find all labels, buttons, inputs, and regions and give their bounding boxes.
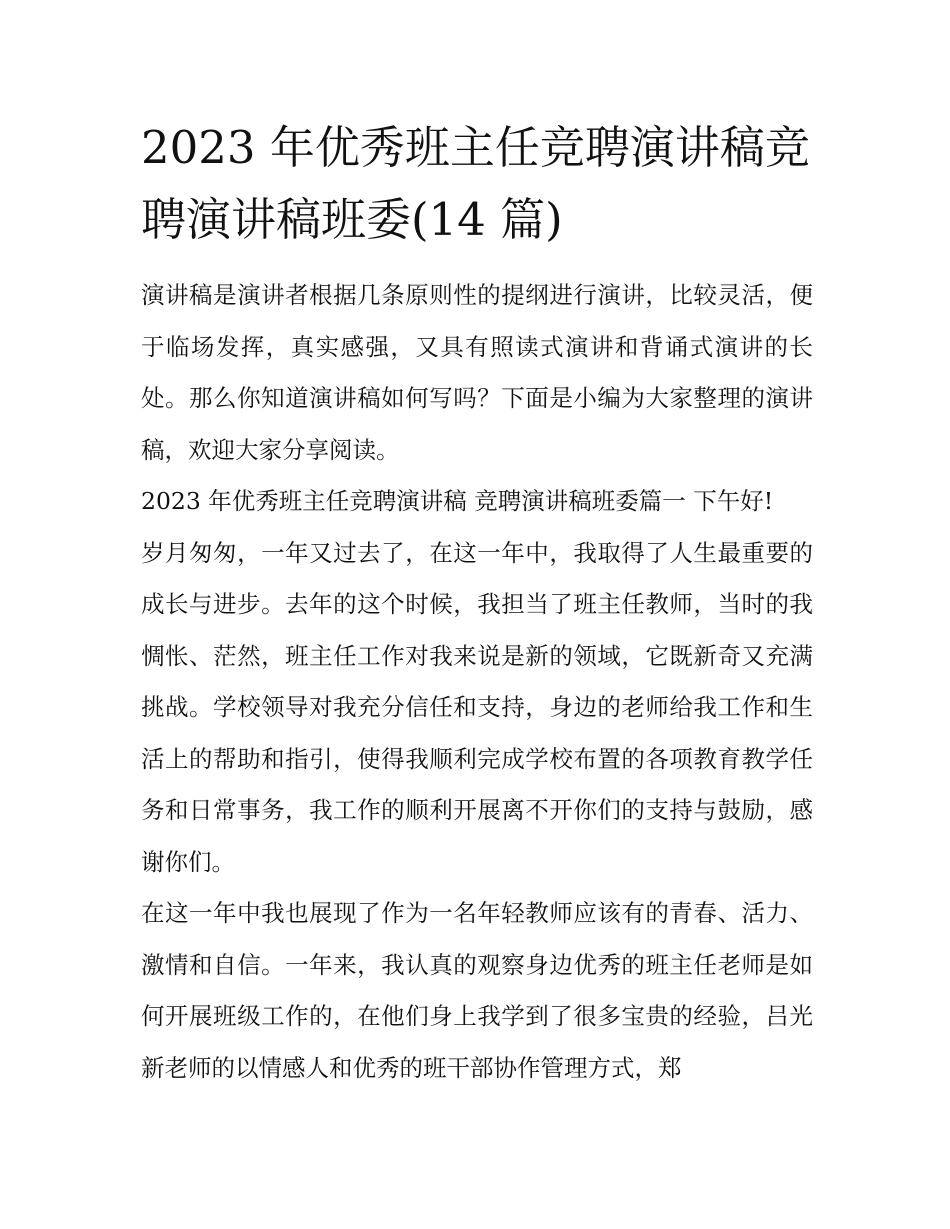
document-title: 2023 年优秀班主任竞聘演讲稿竞聘演讲稿班委(14 篇) <box>141 121 810 246</box>
body-paragraph: 岁月匆匆，一年又过去了，在这一年中，我取得了人生最重要的成长与进步。去年的这个时候，我担当了班主任教师，当时的我惆怅、茫然，班主任工作对我来说是新的领域，它既新奇又充满挑战。学校领导对我充分信任和支持，身边的老师给我工作和生活上的帮助和指引，使得我顺利完成学校布置的各项教育教学任务和日常事务，我工作的顺利开展离不开你们的支持与鼓励，感谢你们。 <box>141 538 813 876</box>
body-paragraph: 在这一年中我也展现了作为一名年轻教师应该有的青春、活力、激情和自信。一年来，我认真的观察身边优秀的班主任老师是如何开展班级工作的，在他们身上我学到了很多宝贵的经验，吕光新老师的以情感人和优秀的班干部协作管理方式，郑 <box>141 899 813 1082</box>
document-body <box>141 112 813 1094</box>
intro-paragraph: 演讲稿是演讲者根据几条原则性的提纲进行演讲，比较灵活，便于临场发挥，真实感强，又具有照读式演讲和背诵式演讲的长处。那么你知道演讲稿如何写吗？下面是小编为大家整理的演讲稿，欢迎大家分享阅读。 <box>141 281 813 464</box>
section-heading-line: 2023 年优秀班主任竞聘演讲稿 竞聘演讲稿班委篇一 下午好! <box>141 487 774 515</box>
